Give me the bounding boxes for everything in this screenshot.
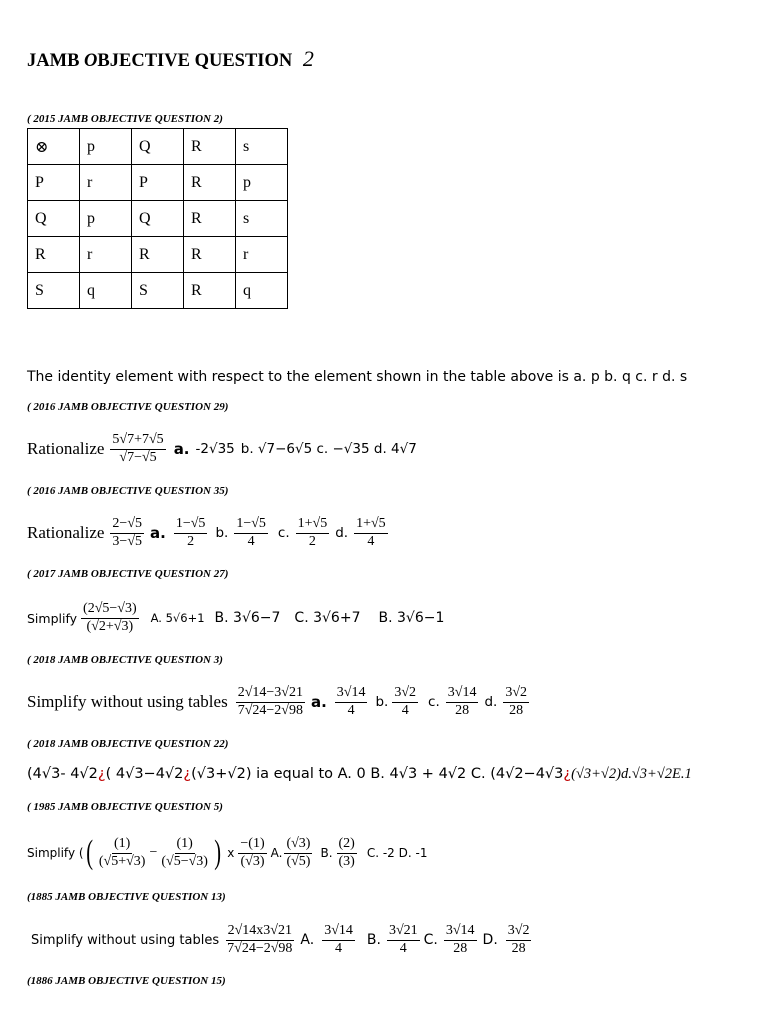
question-8: Simplify without using tables $\frac{2√14x3√21}{7√24-2√98}$ A. $\frac{3√14}{4}$ B. $\frac{3√21}{4}$ C. $\frac{3√14}{28}$ D. $\frac{3√2}{28}$ [31,923,530,956]
table-cell: s [236,201,288,237]
fraction: $\frac{1+√5}{4}$ [356,516,386,549]
table-cell: S [28,273,80,309]
fraction: $\frac{2√14x3√21}{7√24-2√98}$ [227,923,293,956]
table-row [28,237,288,273]
fraction: $\frac{3√14}{28}$ [447,685,477,718]
table-cell: Q [132,201,184,237]
fraction: $\frac{2-√5}{3-√5}$ [112,516,143,549]
table-row [28,165,288,201]
table-cell: ⊗ [28,129,80,165]
question-source-3: ( 2016 JAMB OBJECTIVE QUESTION 35) [27,485,229,497]
question-source-6: ( 2018 JAMB OBJECTIVE QUESTION 22) [27,738,229,750]
fraction: $\frac{3√2}{28}$ [507,923,530,956]
table-cell: Q [28,201,80,237]
question-source-4: ( 2017 JAMB OBJECTIVE QUESTION 27) [27,568,229,580]
table-cell: r [236,237,288,273]
fraction: $\frac{1-√5}{4}$ [236,516,266,549]
table-cell: R [184,201,236,237]
table-cell: Q [132,129,184,165]
fraction: $\frac{(2)}{(3)}$ [338,836,355,869]
fraction: $\frac{5√7+7√5}{√7-√5}$ [112,432,164,465]
question-source-9: (1886 JAMB OBJECTIVE QUESTION 15) [27,975,226,987]
question-1-text: The identity element with respect to the element shown in the table above is a. p b. q c. r d. s [27,369,688,385]
table-cell: R [184,237,236,273]
table-cell: p [236,165,288,201]
table-cell: r [80,165,132,201]
table-cell: P [132,165,184,201]
fraction: $\frac{(2√5-√3)}{(√2+√3)}$ [83,601,137,634]
table-cell: R [184,129,236,165]
fraction: $\frac{3√2}{28}$ [505,685,528,718]
fraction: $\frac{3√2}{4}$ [394,685,417,718]
question-source-2: ( 2016 JAMB OBJECTIVE QUESTION 29) [27,401,229,413]
fraction: $\frac{1+√5}{2}$ [297,516,328,549]
fraction: $\frac{(1)}{(√5+√3)}$ [98,836,146,869]
fraction: $\frac{(1)}{(√5-√3)}$ [161,836,208,869]
table-cell: s [236,129,288,165]
question-source-1: ( 2015 JAMB OBJECTIVE QUESTION 2) [27,113,223,125]
table-cell: r [80,237,132,273]
fraction: $\frac{-(1)}{(√3)}$ [240,836,265,869]
question-4: Simplify $\frac{(2√5-√3)}{(√2+√3)}$ A. 5√6+1 B. 3√6−7 C. 3√6+7 B. 3√6−1 [27,601,445,634]
question-6: (4√3- 4√2¿( 4√3−4√2¿(√3+√2) ia equal to A. 0 B. 4√3 + 4√2 C. (4√2−4√3¿(√3+√2)d.√3+√2E.1 [27,766,692,782]
fraction: $\frac{3√21}{4}$ [388,923,418,956]
table-cell: R [28,237,80,273]
table-cell: p [80,201,132,237]
table-cell: q [236,273,288,309]
question-5: Simplify without using tables $\frac{2√14-3√21}{7√24-2√98}$ a. $\frac{3√14}{4}$ b. $\frac{3√2}{4}$ c. $\frac{3√14}{28}$ d. $\frac{3√2}{28}$ [27,685,528,718]
fraction: $\frac{3√14}{4}$ [324,923,353,956]
question-source-8: (1885 JAMB OBJECTIVE QUESTION 13) [27,891,226,903]
right-paren-icon: ) [214,834,222,871]
table-cell: p [80,129,132,165]
question-3: Rationalize $\frac{2-√5}{3-√5}$ a. $\frac{1-√5}{2}$ b. $\frac{1-√5}{4}$ c. $\frac{1+√5}{2}$ d. $\frac{1+√5}{4}$ [27,516,386,549]
fraction: $\frac{(√3)}{(√5)}$ [286,836,311,869]
table-row [28,273,288,309]
table-cell: R [184,273,236,309]
table-cell: q [80,273,132,309]
fraction: $\frac{2√14-3√21}{7√24-2√98}$ [237,685,303,718]
table-row [28,129,288,165]
table-cell: P [28,165,80,201]
fraction: $\frac{3√14}{4}$ [336,685,366,718]
fraction: $\frac{1-√5}{2}$ [175,516,206,549]
table-row [28,201,288,237]
question-source-5: ( 2018 JAMB OBJECTIVE QUESTION 3) [27,654,223,666]
question-7: Simplify ( ( $\frac{(1)}{(√5+√3)}$ − $\frac{(1)}{(√5-√3)}$ ) x $\frac{-(1)}{(√3)}$ A. $\frac{(√3)}{(√5)}$ B. $\frac{(2)}{(3)}$ C. -2 D. -1 [27,834,428,871]
table-cell: S [132,273,184,309]
page-title: JAMB OBJECTIVE QUESTION 2 [27,46,314,71]
question-source-7: ( 1985 JAMB OBJECTIVE QUESTION 5) [27,801,223,813]
table-cell: R [132,237,184,273]
operation-table [27,128,288,309]
left-paren-icon: ( [85,834,93,871]
table-cell: R [184,165,236,201]
fraction: $\frac{3√14}{28}$ [445,923,475,956]
question-2: Rationalize $\frac{5√7+7√5}{√7-√5}$ a. -2√35 b. √7−6√5 c. −√35 d. 4√7 [27,432,417,465]
